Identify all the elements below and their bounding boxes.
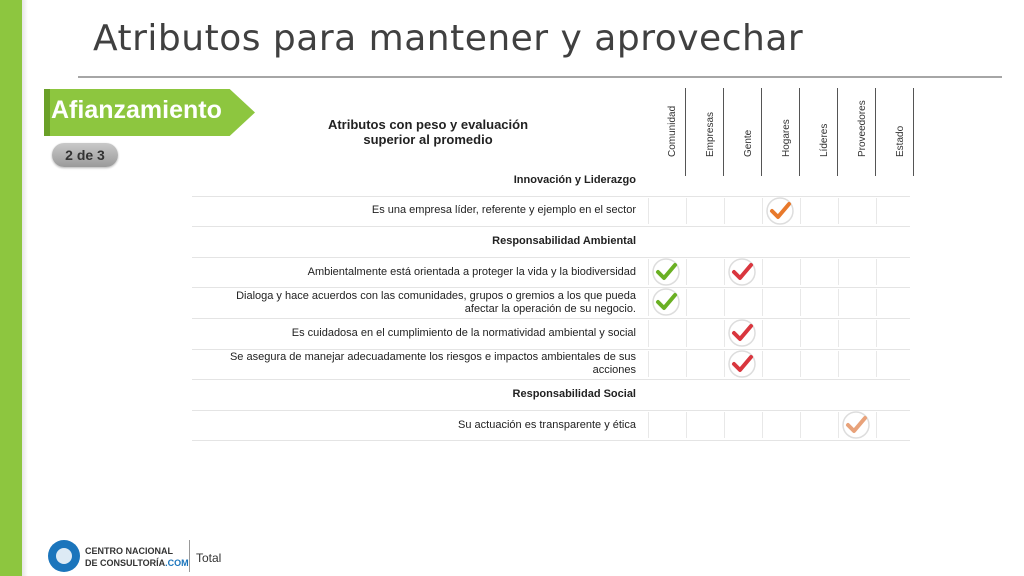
category-label: Responsabilidad Ambiental [492, 234, 636, 247]
grid-cell-divider [762, 320, 763, 347]
checkmark-icon [651, 257, 681, 287]
grid-cell-divider [686, 259, 687, 286]
table-header-caption [300, 117, 556, 147]
footer-total-label: Total [196, 551, 222, 565]
column-header [686, 88, 724, 176]
attribute-label: Es una empresa líder, referente y ejemplo en el sector [371, 204, 636, 217]
left-accent-shadow [22, 0, 28, 576]
brand-name-line2 [85, 558, 189, 568]
grid-cell-divider [648, 289, 649, 316]
category-label: Innovación y Liderazgo [513, 173, 636, 186]
column-header [838, 88, 876, 176]
checkmark-icon [727, 257, 757, 287]
checkmark-icon [727, 349, 757, 379]
grid-cell-divider [838, 259, 839, 286]
grid-cell-divider [648, 351, 649, 378]
grid-cell-divider [724, 289, 725, 316]
grid-cell-divider [686, 289, 687, 316]
grid-cell-divider [838, 198, 839, 225]
column-header-divider [913, 88, 914, 176]
category-row [192, 379, 910, 411]
grid-cell-divider [686, 198, 687, 225]
grid-cell-divider [762, 289, 763, 316]
grid-cell-divider [838, 320, 839, 347]
grid-cell-divider [648, 412, 649, 439]
grid-cell-divider [800, 412, 801, 439]
grid-cell-divider [686, 412, 687, 439]
column-header [800, 88, 838, 176]
grid-cell-divider [876, 259, 877, 286]
attribute-label: Dialoga y hace acuerdos con las comunidades, grupos o gremios a los que pueda afectar la operación de su negocio. [236, 289, 636, 315]
grid-cell-divider [724, 412, 725, 439]
column-header-label: Empresas [705, 111, 716, 157]
footer-separator [189, 540, 190, 572]
category-label: Responsabilidad Social [512, 387, 636, 400]
attribute-row [192, 318, 910, 350]
title-divider [78, 76, 1002, 78]
grid-cell-divider [686, 351, 687, 378]
grid-cell-divider [876, 320, 877, 347]
grid-cell-divider [648, 259, 649, 286]
page-indicator: 2 de 3 [52, 143, 118, 167]
attribute-label: Su actuación es transparente y ética [458, 418, 636, 431]
grid-cell-divider [876, 198, 877, 225]
brand-name-main: DE CONSULTORÍA [85, 558, 166, 568]
attribute-label: Se asegura de manejar adecuadamente los riesgos e impactos ambientales de sus acciones [229, 350, 636, 376]
category-row [192, 165, 910, 197]
grid-cell-divider [724, 198, 725, 225]
grid-cell-divider [876, 289, 877, 316]
left-accent-bar [0, 0, 22, 576]
header-caption-line2: superior al promedio [363, 132, 493, 147]
grid-cell-divider [800, 289, 801, 316]
grid-cell-divider [800, 198, 801, 225]
grid-cell-divider [838, 289, 839, 316]
grid-cell-divider [876, 412, 877, 439]
column-header [724, 88, 762, 176]
attribute-row [192, 257, 910, 289]
grid-cell-divider [724, 259, 725, 286]
grid-cell-divider [800, 320, 801, 347]
section-label: Afianzamiento [51, 96, 222, 124]
column-header [876, 88, 914, 176]
attribute-row [192, 287, 910, 319]
grid-cell-divider [686, 320, 687, 347]
grid-cell-divider [838, 412, 839, 439]
brand-name-line1: CENTRO NACIONAL [85, 546, 173, 556]
attribute-label: Es cuidadosa en el cumplimiento de la normatividad ambiental y social [291, 326, 636, 339]
checkmark-icon [841, 410, 871, 440]
grid-cell-divider [876, 351, 877, 378]
column-header-label: Estado [895, 125, 906, 157]
column-header-label: Hogares [781, 119, 792, 157]
grid-cell-divider [724, 320, 725, 347]
grid-cell-divider [762, 198, 763, 225]
brand-name-domain: .COM [165, 558, 189, 568]
column-header-label: Gente [743, 129, 754, 157]
grid-cell-divider [800, 259, 801, 286]
grid-cell-divider [800, 351, 801, 378]
attribute-row [192, 196, 910, 228]
grid-cell-divider [648, 198, 649, 225]
column-header-label: Líderes [819, 123, 830, 157]
grid-cell-divider [648, 320, 649, 347]
checkmark-icon [765, 196, 795, 226]
header-caption-line1: Atributos con peso y evaluación [327, 117, 529, 132]
column-header [762, 88, 800, 176]
company-logo [48, 540, 80, 572]
checkmark-icon [727, 318, 757, 348]
column-header-label: Proveedores [857, 100, 868, 157]
column-header-label: Comunidad [667, 105, 678, 157]
grid-cell-divider [724, 351, 725, 378]
attribute-label: Ambientalmente está orientada a proteger la vida y la biodiversidad [307, 265, 636, 278]
attribute-row [192, 410, 910, 442]
attribute-row [192, 349, 910, 381]
slide-title: Atributos para mantener y aprovechar [93, 18, 804, 59]
grid-cell-divider [762, 412, 763, 439]
grid-cell-divider [762, 351, 763, 378]
grid-cell-divider [838, 351, 839, 378]
column-header [648, 88, 686, 176]
grid-cell-divider [762, 259, 763, 286]
checkmark-icon [651, 287, 681, 317]
category-row [192, 226, 910, 258]
